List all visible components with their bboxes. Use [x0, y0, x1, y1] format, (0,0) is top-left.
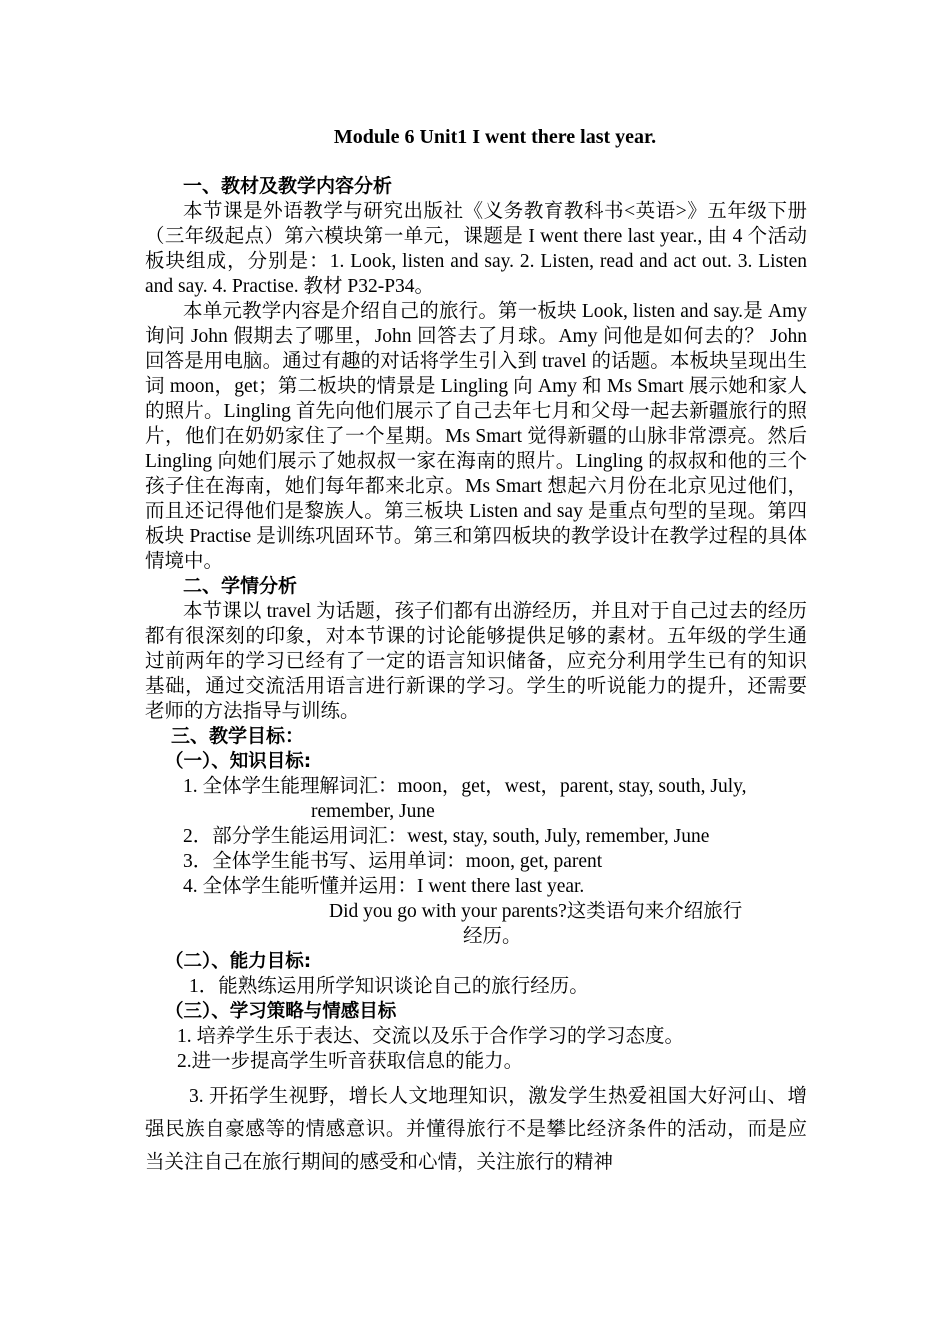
paragraph-materials-content: 本单元教学内容是介绍自己的旅行。第一板块 Look, listen and say.是 Amy 询问 John 假期去了哪里，John 回答去了月球。Amy 问他是如何去的？ John 回答是用电脑。通过有趣的对话将学生引入到 travel 的话题。本板块呈现出生词 moon，get；第二板块的情景是 Lingling 向 Amy 和 Ms Smart 展示她和家人的照片。Lingling 首先向他们展示了自己去年七月和父母一起去新疆旅行的照片，他们在奶奶家住了一个星期。Ms Smart 觉得新疆的山脉非常漂亮。然后 Lingling 向她们展示了她叔叔一家在海南的照片。Lingling 的叔叔和他的三个孩子住在海南，她们每年都来北京。Ms Smart 想起六月份在北京见过他们，而且还记得他们是黎族人。第三板块 Listen and say 是重点句型的呈现。第四板块 Practise 是训练巩固环节。第三和第四板块的教学设计在教学过程的具体情境中。 — [145, 301, 807, 572]
knowledge-item-2: 2．部分学生能运用词汇：west, stay, south, July, remember, June — [183, 826, 710, 847]
subheading-ability: （二）、能力目标: — [165, 951, 312, 972]
subheading-knowledge: （一）、知识目标: — [165, 751, 312, 772]
section-heading-objectives: 三、教学目标： — [171, 725, 305, 747]
knowledge-item-3: 3．全体学生能书写、运用单词：moon, get, parent — [183, 851, 603, 872]
subheading-strategy: （三）、学习策略与情感目标 — [165, 1001, 397, 1022]
knowledge-item-4-end: 经历。 — [463, 926, 522, 947]
ability-item-1: 1．能熟练运用所学知识谈论自己的旅行经历。 — [189, 976, 589, 997]
document-title: Module 6 Unit1 I went there last year. — [333, 126, 657, 148]
strategy-item-2: 2.进一步提高学生听音获取信息的能力。 — [177, 1051, 524, 1072]
paragraph-materials-intro: 本节课是外语教学与研究出版社《义务教育教科书<英语>》五年级下册（三年级起点）第六模块第一单元，课题是 I went there last year., 由 4 个活动板块组成，分别是：1. Look, listen and say. 2. Listen, read and act out. 3. Listen and say. 4. Practise. 教材 P32-P34。 — [145, 201, 807, 297]
strategy-item-1: 1. 培养学生乐于表达、交流以及乐于合作学习的学习态度。 — [177, 1026, 685, 1047]
knowledge-item-4: 4. 全体学生能听懂并运用：I went there last year. — [183, 876, 585, 897]
section-heading-materials: 一、教材及教学内容分析 — [183, 175, 393, 197]
knowledge-item-1 — [145, 774, 807, 824]
knowledge-item-1-text: 1. 全体学生能理解词汇：moon，get，west，parent, stay, south, July, — [183, 776, 747, 797]
knowledge-item-4-continued: Did you go with your parents?这类语句来介绍旅行 — [329, 901, 743, 922]
strategy-item-3: 3. 开拓学生视野，增长人文地理知识，激发学生热爱祖国大好河山、增强民族自豪感等的情感意识。并懂得旅行不是攀比经济条件的活动，而是应当关注自己在旅行期间的感受和心情，关注旅行的精神 — [145, 1086, 807, 1173]
knowledge-item-1-continued: remember, June — [311, 801, 435, 822]
section-heading-students: 二、学情分析 — [183, 575, 298, 597]
document-body — [145, 174, 807, 1179]
paragraph-students: 本节课以 travel 为话题，孩子们都有出游经历，并且对于自己过去的经历都有很深刻的印象，对本节课的讨论能够提供足够的素材。五年级的学生通过前两年的学习已经有了一定的语言知识储备，应充分利用学生已有的知识基础，通过交流活用语言进行新课的学习。学生的听说能力的提升，还需要老师的方法指导与训练。 — [145, 601, 807, 722]
